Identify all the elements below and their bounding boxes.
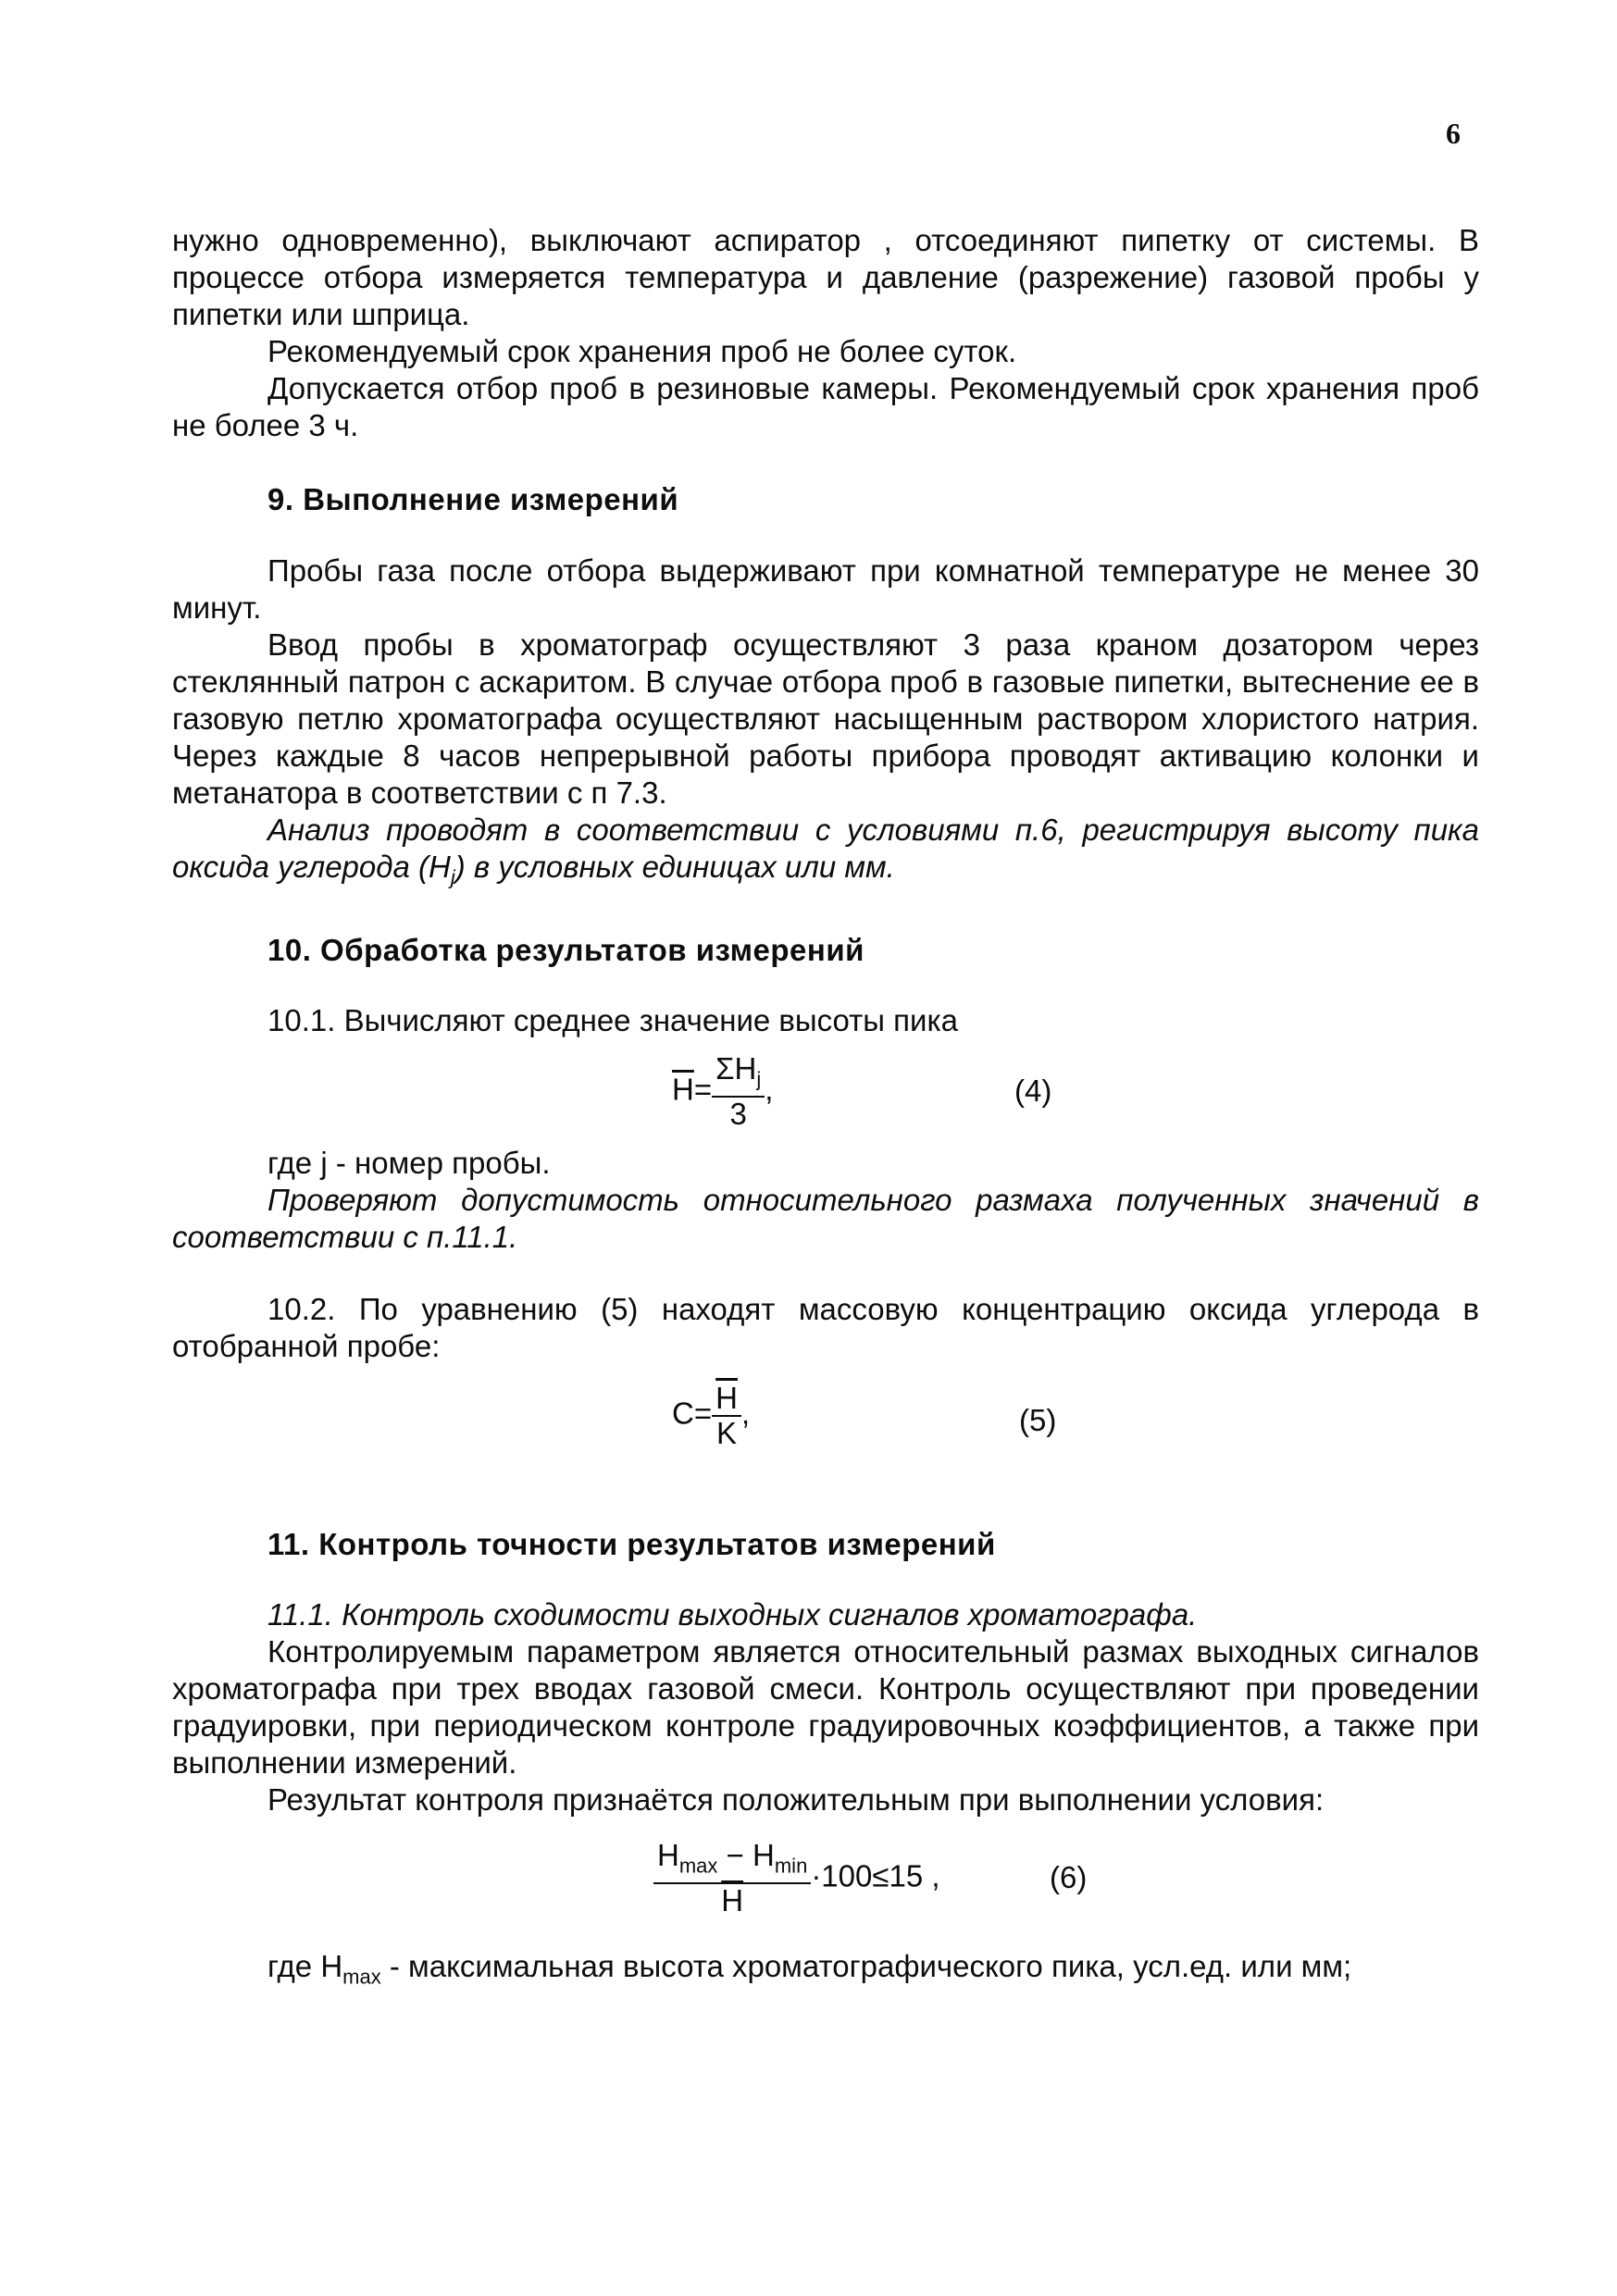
hmax-text-pre: где H <box>267 1948 343 1983</box>
formula-6-minus: − <box>717 1837 753 1872</box>
formula-4-numerator-sub: j <box>756 1067 762 1091</box>
formula-6-tail: ·100≤15 , <box>811 1858 940 1893</box>
hmax-subscript: max <box>342 1965 381 1989</box>
document-body <box>172 222 1479 1995</box>
paragraph-hmax-definition <box>172 1948 1479 1996</box>
paragraph-j-definition: где j - номер пробы. <box>267 1145 551 1180</box>
subsection-heading-11-1: 11.1. Контроль сходимости выходных сигналов хроматографа. <box>267 1596 1198 1632</box>
formula-6-hmin: H <box>753 1837 775 1872</box>
paragraph-storage-time: Рекомендуемый срок хранения проб не более суток. <box>267 334 1017 368</box>
formula-6-hmax: H <box>657 1837 679 1872</box>
formula-6-hmin-sub: min <box>774 1854 808 1878</box>
paragraph-range-check: Проверяют допустимость относительного размаха полученных значений в соответствии с п.11.1. <box>172 1182 1479 1254</box>
formula-4 <box>172 1052 1479 1145</box>
formula-5-comma: , <box>740 1396 751 1431</box>
section-heading-11: 11. Контроль точности результатов измерений <box>267 1526 996 1561</box>
formula-4-denominator: 3 <box>729 1097 747 1132</box>
paragraph-10-1: 10.1. Вычисляют среднее значение высоты пика <box>267 1002 958 1037</box>
section-heading-10: 10. Обработка результатов измерений <box>267 932 864 967</box>
paragraph-holding-time: Пробы газа после отбора выдерживают при комнатной температуре не менее 30 минут. <box>172 553 1479 625</box>
paragraph-10-2: 10.2. По уравнению (5) находят массовую концентрацию оксида углерода в отобранной пробе: <box>172 1291 1479 1363</box>
section-heading-9: 9. Выполнение измерений <box>267 482 679 516</box>
formula-5-lhs: C <box>672 1396 694 1431</box>
analysis-text-pre: Анализ проводят в соответствии с условиями п.6, регистрируя высоту пика оксида углерода (H <box>172 813 1479 884</box>
formula-5-eq: = <box>693 1396 713 1431</box>
formula-5 <box>172 1382 1479 1483</box>
paragraph-sample-input: Ввод пробы в хроматограф осуществляют 3 раза краном дозатором через стеклянный патрон с аскаритом. В случае отбора проб в газовые пипетки, вытеснение ее в газовую петлю хроматографа осуществляют насыщенным раствором хлористого натрия. Через каждые 8 часов непрерывной работы прибора проводят активацию колонки и метанатора в соответствии с п 7.3. <box>172 627 1479 810</box>
page-number: 6 <box>1446 117 1461 150</box>
analysis-text-post: ) в условных единицах или мм. <box>454 850 895 884</box>
formula-4-lhs: $\overline{H}$ <box>672 1072 694 1107</box>
formula-5-fraction <box>712 1382 741 1450</box>
hmax-text-post: - максимальная высота хроматографического пика, усл.ед. или мм; <box>380 1948 1352 1983</box>
paragraph-controlled-parameter: Контролируемым параметром является относительный размах выходных сигналов хроматографа при трех вводах газовой смеси. Контроль осуществляют при проведении градуировки, при периодическом контроле градуировочных коэффициентов, а также при выполнении измерений. <box>172 1633 1479 1780</box>
paragraph-analysis <box>172 812 1479 897</box>
formula-6 <box>172 1839 1479 1942</box>
formula-4-number: (4) <box>1014 1073 1052 1108</box>
formula-4-comma: , <box>765 1072 774 1107</box>
formula-5-denominator: K <box>716 1415 738 1450</box>
formula-6-fraction <box>653 1839 811 1918</box>
formula-5-numerator: $\overline{H}$ <box>712 1382 741 1417</box>
formula-6-denominator: H <box>721 1883 744 1918</box>
formula-4-eq: = <box>693 1072 713 1107</box>
formula-5-number: (5) <box>1019 1402 1057 1437</box>
formula-6-hmax-sub: max <box>678 1854 718 1878</box>
formula-4-fraction <box>712 1052 765 1132</box>
paragraph-control-result: Результат контроля признаётся положительным при выполнении условия: <box>267 1781 1325 1817</box>
analysis-subscript: j <box>450 865 455 889</box>
formula-6-number: (6) <box>1050 1859 1088 1894</box>
formula-4-numerator: ΣH <box>715 1050 757 1086</box>
paragraph-rubber-chambers: Допускается отбор проб в резиновые камеры. Рекомендуемый срок хранения проб не более 3 ч. <box>172 371 1479 442</box>
paragraph-sampling-end: нужно одновременно), выключают аспиратор , отсоединяют пипетку от системы. В процессе отбора измеряется температура и давление (разрежение) газовой пробы у пипетки или шприца. <box>172 223 1479 331</box>
